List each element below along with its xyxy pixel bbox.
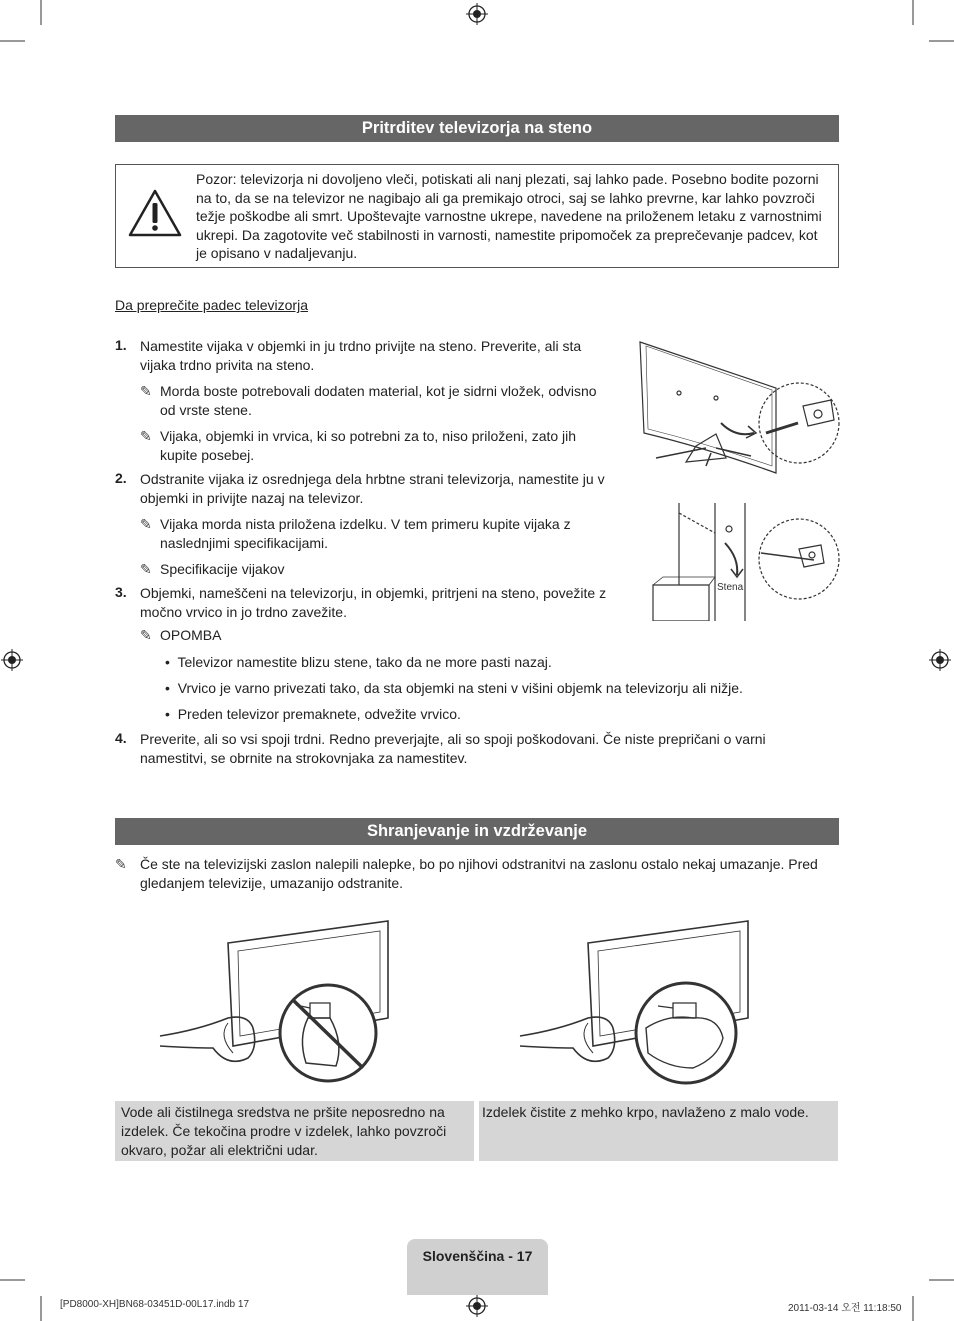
caution-body: : televizorja ni dovoljeno vleči, potiskati ali nanj plezati, saj lahko pade. Posebno bodite pozorni na to, da se na televizor ne nagibajo ali ga premikajo otroci, saj se lahko prevrne, kar lahko povzroči težje poškodbe ali smrt. Upoštevajte varnostne ukrepe, navedene na priloženem letaku z varnostnimi ukrepi. Da zagotovite več stabilnosti in varnosti, namestite pripomoček za preprečevanje padcev, kot je opisano v nadaljevanju. [196,171,822,261]
note [140,427,610,465]
pencil-note-icon: ✎ [140,561,152,577]
pencil-note-icon: ✎ [140,383,152,399]
no-spray-illustration [158,918,398,1086]
wall-clamp-illustration [649,503,841,621]
caution-label: Pozor [196,171,233,187]
step-3-text: Objemki, nameščeni na televizorju, in objemki, pritrjeni na steno, povežite z močno vrvico in jo trdno zavežite. [140,585,607,620]
step-1-text: Namestite vijaka v objemki in ju trdno privijte na steno. Preverite, ali sta vijaka trdno privita na steno. [140,338,582,373]
pencil-note-icon: ✎ [140,516,152,532]
registration-mark-icon [466,1295,488,1317]
step-number: 4. [115,730,127,746]
caution-box [115,164,839,268]
note [140,626,610,645]
pencil-note-icon: ✎ [140,627,152,643]
registration-mark-icon [1,649,23,671]
caption-soft-cloth [479,1101,838,1161]
date-info: 2011-03-14 오전 11:18:50 [788,1303,902,1314]
section-title-care: Shranjevanje in vzdrževanje [115,818,839,845]
note-text: Specifikacije vijakov [160,561,285,577]
note-text: Vijaka morda nista priložena izdelku. V tem primeru kupite vijaka z naslednjimi specifikacijami. [160,516,571,551]
note [140,515,610,553]
bullet-item: • Televizor namestite blizu stene, tako da ne more pasti nazaj. [165,654,552,670]
step-number: 3. [115,584,127,600]
cloth-clean-illustration [518,918,758,1086]
step-2-text: Odstranite vijaka iz osrednjega dela hrbtne strani televizorja, namestite ju v objemki in privijte nazaj na televizor. [140,471,605,506]
tv-clamp-illustration [636,338,841,508]
registration-mark-icon [466,3,488,25]
care-note-text: Če ste na televizijski zaslon nalepili nalepke, bo po njihovi odstranitvi na zaslonu ostalo nekaj umazanje. Pred gledanjem televizije, umazanijo odstranite. [140,856,818,891]
note [140,382,610,420]
caption-no-spray-text: Vode ali čistilnega sredstva ne pršite neposredno na izdelek. Če tekočina prodre v izdelek, lahko povzroči okvaro, požar ali električni udar. [121,1104,447,1158]
file-info: [PD8000-XH]BN68-03451D-00L17.indb 17 [60,1299,250,1310]
bullet-item: • Vrvico je varno privezati tako, da sta objemki na steni v višini objemk na televizorju ali nižje. [165,680,743,696]
pencil-note-icon: ✎ [140,428,152,444]
note-text: OPOMBA [160,627,222,643]
bullet-text: Televizor namestite blizu stene, tako da ne more pasti nazaj. [177,654,552,670]
subheading-prevent-fall: Da preprečite padec televizorja [115,297,308,313]
care-note [115,855,835,893]
warning-triangle-icon [126,187,184,239]
note-text: Morda boste potrebovali dodaten material, kot je sidrni vložek, odvisno od vrste stene. [160,383,597,418]
caption-no-spray [115,1101,474,1161]
bullet-text: Vrvico je varno privezati tako, da sta objemki na steni v višini objemk na televizorju ali nižje. [177,680,743,696]
step-number: 2. [115,470,127,486]
wall-label: Stena [717,582,744,593]
pencil-note-icon: ✎ [115,856,127,872]
note-text: Vijaka, objemki in vrvica, ki so potrebni za to, niso priloženi, zato jih kupite posebej. [160,428,577,463]
bullet-item: • Preden televizor premaknete, odvežite vrvico. [165,706,461,722]
step-4-text: Preverite, ali so vsi spoji trdni. Redno preverjajte, ali so spoji poškodovani. Če niste prepričani o varni namestitvi, se obrnite na strokovnjaka za namestitev. [140,731,766,766]
bullet-text: Preden televizor premaknete, odvežite vrvico. [177,706,461,722]
caption-soft-cloth-text: Izdelek čistite z mehko krpo, navlaženo z malo vode. [482,1104,809,1120]
registration-mark-icon [929,649,951,671]
section-title-wall-mount: Pritrditev televizorja na steno [115,115,839,142]
step-number: 1. [115,337,127,353]
page-number-tab: Slovenščina - 17 [407,1239,548,1295]
note [140,560,610,579]
caution-text [196,170,826,263]
